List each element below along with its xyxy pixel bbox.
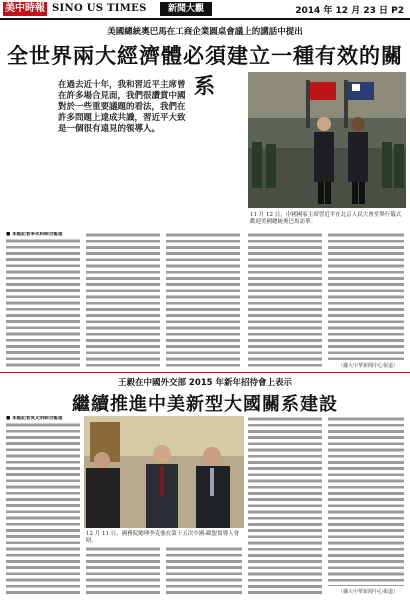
article2-column-3 <box>166 546 242 596</box>
article2-column-5 <box>328 416 404 586</box>
article1-column-5 <box>328 232 404 360</box>
brand-english-name: SINO US TIMES <box>52 3 147 14</box>
article2-photo <box>84 416 244 528</box>
article2-photo-caption: 12 月 11 日，國務院總理李克強在第十五次中國-歐盟領導人會晤。 <box>86 531 240 544</box>
brand-logo: 美中時報 <box>5 3 45 14</box>
article1-photo <box>248 72 406 208</box>
diplomats-meeting-photo <box>84 416 244 528</box>
article1-kicker: 美國總統奧巴馬在工商企業圓桌會議上的講話中提出 <box>107 27 303 37</box>
masthead <box>0 0 410 18</box>
article1-column-1 <box>6 232 80 368</box>
article1-column-3 <box>166 232 240 368</box>
article1-byline: ■ 本報記者李永和綜合報道 <box>6 232 63 237</box>
section-label: 新聞大觀 <box>160 2 212 16</box>
article2-column-1 <box>6 416 80 596</box>
article1-pullquote: 在過去近十年，我和習近平主席曾在許多場合見面，我們很讚賞中國對於一些重要議題的看法，我們在許多問題上達成共識，習近平大致是一個很有遠見的領導人。 <box>58 80 186 134</box>
article2-endnote: （據大中華新聞中心報道） <box>338 589 399 595</box>
article2-column-2 <box>86 546 160 596</box>
article2-headline: 繼續推進中美新型大國關系建設 <box>72 394 338 415</box>
article1-column-4 <box>248 232 322 368</box>
article1-photo-caption: 11 月 12 日，中國國家主席習近平在北京人民大會堂舉行儀式歡迎美國總統奧巴馬訪華。 <box>250 212 402 225</box>
article1-column-2 <box>86 232 160 368</box>
article1-body-text <box>6 238 80 368</box>
article2-byline: ■ 本報記者吳文明綜合報道 <box>6 416 63 421</box>
article2-column-4 <box>248 416 322 596</box>
leaders-ceremony-photo <box>248 72 406 208</box>
article1-endnote: （據大中華新聞中心報道） <box>338 363 399 369</box>
issue-date: 2014 年 12 月 23 日 P2 <box>295 6 404 16</box>
section-divider <box>0 372 410 373</box>
masthead-rule <box>0 18 410 20</box>
article1-headline: 全世界兩大經濟體必須建立一種有效的關系 <box>7 44 403 98</box>
article2-kicker: 王毅在中國外交部 2015 年新年招待會上表示 <box>117 378 293 388</box>
article2-body-text <box>6 422 80 596</box>
